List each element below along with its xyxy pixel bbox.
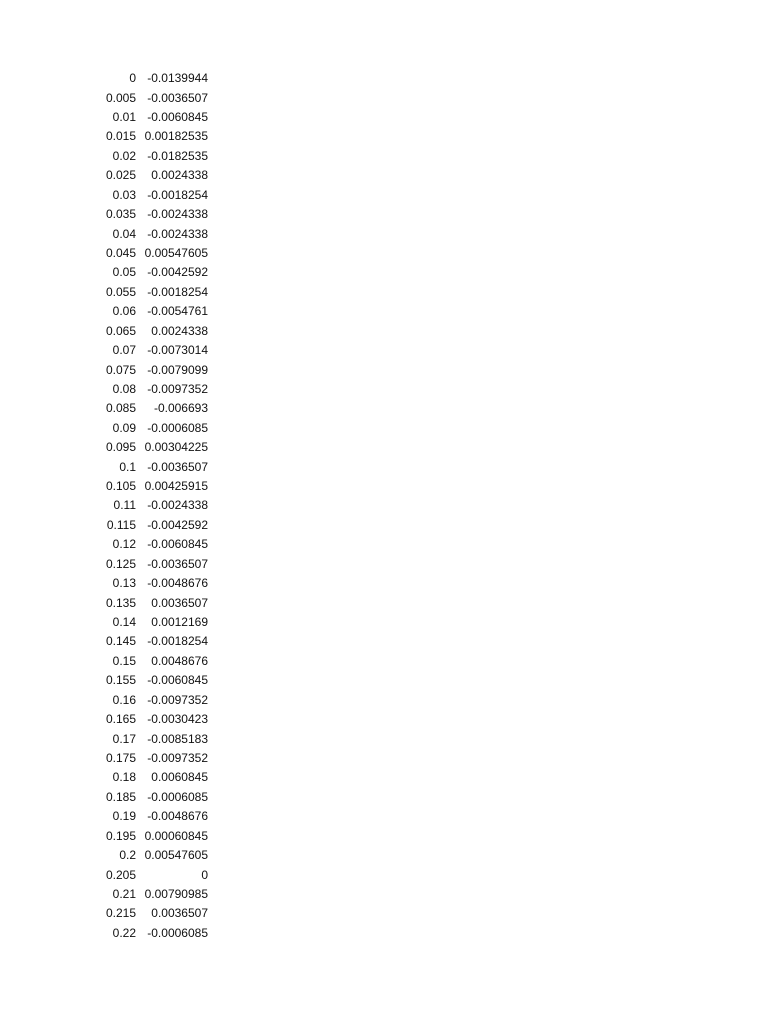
table-row [98,438,208,457]
y-value-cell: -0.0048676 [147,809,208,824]
table-row [98,283,208,302]
x-value-cell: 0.145 [105,634,136,649]
table-row [98,807,208,826]
table-body [98,69,208,943]
table-row [98,652,208,671]
y-value-cell: -0.0042592 [147,517,208,532]
x-value-cell: 0.065 [105,323,136,338]
y-value-cell: 0.0036507 [151,595,208,610]
y-value-cell: -0.0060845 [147,537,208,552]
y-value-cell: 0.00425915 [144,479,208,494]
table-row [98,496,208,515]
y-value-cell: -0.0018254 [147,284,208,299]
table-row [98,380,208,399]
x-value-cell: 0.03 [112,187,136,202]
x-value-cell: 0.135 [105,595,136,610]
y-value-cell: -0.0006085 [147,420,208,435]
x-value-cell: 0.09 [112,420,136,435]
table-row [98,516,208,535]
y-value-cell: -0.0030423 [147,712,208,727]
x-value-cell: 0.16 [112,692,136,707]
x-value-cell: 0.19 [112,809,136,824]
y-value-cell: -0.0018254 [147,187,208,202]
x-value-cell: 0.095 [105,440,136,455]
y-value-cell: -0.0060845 [147,673,208,688]
y-value-cell: -0.0097352 [147,381,208,396]
table-row [98,457,208,476]
table-row [98,477,208,496]
x-value-cell: 0.195 [105,828,136,843]
x-value-cell: 0.02 [112,148,136,163]
table-row [98,691,208,710]
x-value-cell: 0.215 [105,906,136,921]
x-value-cell: 0.005 [105,90,136,105]
table-row [98,263,208,282]
table-row [98,924,208,943]
x-value-cell: 0.21 [112,886,136,901]
y-value-cell: 0.0036507 [151,906,208,921]
x-value-cell: 0.125 [105,556,136,571]
x-value-cell: 0.06 [112,304,136,319]
table-row [98,788,208,807]
x-value-cell: 0.15 [112,653,136,668]
x-value-cell: 0.185 [105,789,136,804]
y-value-cell: 0.00182535 [144,129,208,144]
x-value-cell: 0.155 [105,673,136,688]
y-value-cell: -0.0079099 [147,362,208,377]
x-value-cell: 0.04 [112,226,136,241]
x-value-cell: 0.11 [113,498,136,513]
y-value-cell: 0.00304225 [144,440,208,455]
x-value-cell: 0.015 [105,129,136,144]
y-value-cell: -0.0097352 [147,750,208,765]
y-value-cell: 0 [201,867,208,882]
y-value-cell: 0.00790985 [144,886,208,901]
table-row [98,749,208,768]
table-row [98,205,208,224]
y-value-cell: 0.0012169 [151,615,208,630]
x-value-cell: 0.1 [119,459,136,474]
x-value-cell: 0.165 [105,712,136,727]
y-value-cell: -0.0182535 [147,148,208,163]
x-value-cell: 0.025 [105,168,136,183]
y-value-cell: 0.00060845 [144,828,208,843]
x-value-cell: 0.2 [119,848,136,863]
table-row [98,166,208,185]
x-value-cell: 0.17 [112,731,136,746]
table-row [98,593,208,612]
y-value-cell: -0.0036507 [147,556,208,571]
table-row [98,671,208,690]
y-value-cell: -0.0024338 [147,207,208,222]
x-value-cell: 0.14 [112,615,136,630]
x-value-cell: 0.045 [105,246,136,260]
x-value-cell: 0.115 [106,517,136,532]
table-row [98,710,208,729]
table-row [98,321,208,340]
table-row [98,224,208,243]
x-value-cell: 0.07 [112,343,136,358]
table-row [98,127,208,146]
y-value-cell: -0.0139944 [147,71,208,86]
y-value-cell: -0.0024338 [147,226,208,241]
table-row [98,865,208,884]
x-value-cell: 0.085 [105,401,136,416]
table-row [98,186,208,205]
table-row [98,574,208,593]
x-value-cell: 0.13 [112,576,136,591]
y-value-cell: -0.0097352 [147,692,208,707]
y-value-cell: -0.0006085 [147,789,208,804]
x-value-cell: 0.035 [105,207,136,222]
y-value-cell: -0.0060845 [147,110,208,125]
y-value-cell: 0.0060845 [151,770,208,785]
table-row [98,108,208,127]
table-row [98,360,208,379]
table-row [98,147,208,166]
x-value-cell: 0 [129,71,136,86]
y-value-cell: -0.0006085 [147,925,208,940]
y-value-cell: -0.0073014 [147,343,208,358]
table-row [98,729,208,748]
table-row [98,535,208,554]
y-value-cell: -0.0036507 [147,90,208,105]
y-value-cell: -0.0024338 [147,498,208,513]
table-row [98,768,208,787]
x-value-cell: 0.18 [112,770,136,785]
table-row [98,632,208,651]
y-value-cell: -0.0042592 [147,265,208,280]
table-row [98,904,208,923]
table-row [98,419,208,438]
y-value-cell: -0.0036507 [147,459,208,474]
table-row [98,244,208,263]
table-row [98,302,208,321]
data-table [98,69,208,943]
y-value-cell: 0.00547605 [144,848,208,863]
table-row [98,88,208,107]
table-row [98,399,208,418]
x-value-cell: 0.01 [112,110,136,125]
y-value-cell: 0.0024338 [151,323,208,338]
y-value-cell: -0.0018254 [147,634,208,649]
table-row [98,341,208,360]
table-row [98,846,208,865]
y-value-cell: -0.0085183 [147,731,208,746]
table-row [98,613,208,632]
x-value-cell: 0.075 [105,362,136,377]
y-value-cell: -0.0048676 [147,576,208,591]
x-value-cell: 0.08 [112,381,136,396]
table-row [98,69,208,88]
y-value-cell: 0.0024338 [151,168,208,183]
x-value-cell: 0.205 [105,867,136,882]
y-value-cell: -0.006693 [153,401,208,416]
x-value-cell: 0.055 [105,284,136,299]
table-row [98,826,208,845]
table-row [98,555,208,574]
x-value-cell: 0.105 [105,479,136,494]
x-value-cell: 0.22 [112,925,136,940]
x-value-cell: 0.175 [105,750,136,765]
y-value-cell: 0.0048676 [151,653,208,668]
x-value-cell: 0.05 [112,265,136,280]
y-value-cell: 0.00547605 [144,246,208,260]
table-row [98,885,208,904]
x-value-cell: 0.12 [112,537,136,552]
y-value-cell: -0.0054761 [147,304,208,319]
